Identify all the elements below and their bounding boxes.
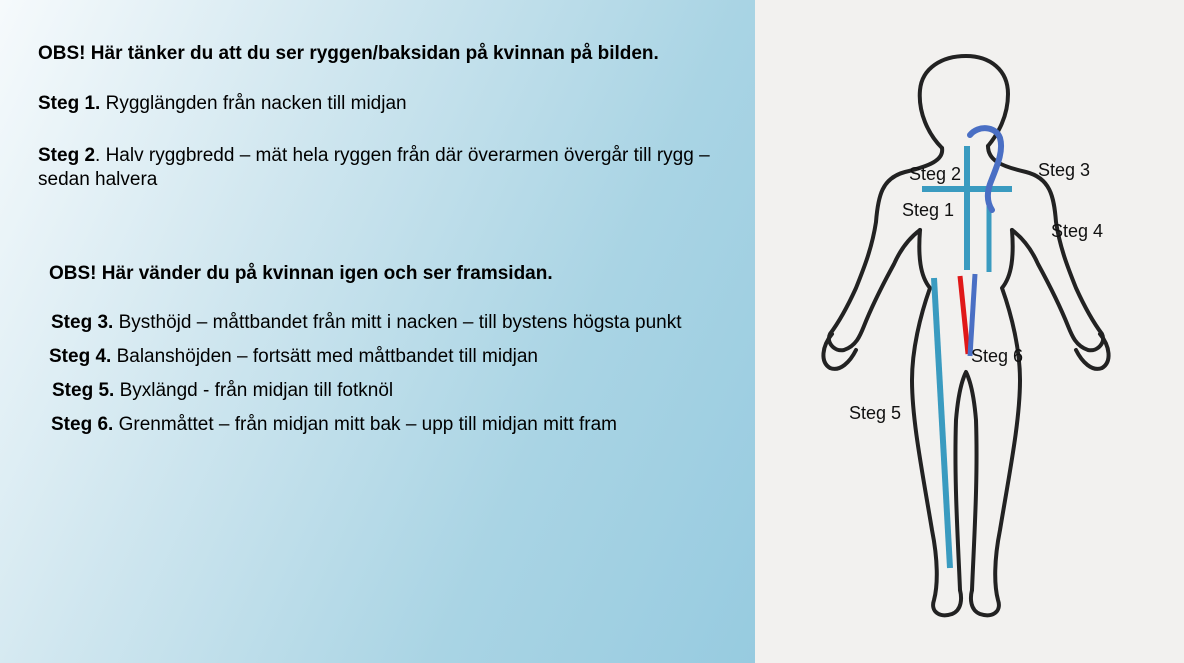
step-1: Steg 1. Rygglängden från nacken till midjan <box>38 93 407 114</box>
steg6-front-line <box>970 274 975 356</box>
note-front: OBS! Här vänder du på kvinnan igen och ser framsidan. <box>49 263 553 284</box>
label-steg6: Steg 6 <box>971 346 1024 366</box>
label-steg1: Steg 1 <box>902 200 955 220</box>
label-steg4: Steg 4 <box>1051 221 1104 241</box>
label-steg2: Steg 2 <box>909 164 962 184</box>
label-steg5: Steg 5 <box>849 403 902 423</box>
step-3: Steg 3. Bysthöjd – måttbandet från mitt i nacken – till bystens högsta punkt <box>51 312 682 333</box>
steg3-line <box>970 128 1001 210</box>
step-4: Steg 4. Balanshöjden – fortsätt med måttbandet till midjan <box>49 346 538 367</box>
steg5-line <box>934 278 950 568</box>
steg6-back-line <box>960 276 968 354</box>
right-torso-leg <box>971 230 1020 615</box>
step-5: Steg 5. Byxlängd - från midjan till fotknöl <box>52 380 394 401</box>
note-back: OBS! Här tänker du att du ser ryggen/baksidan på kvinnan på bilden. <box>38 43 659 64</box>
body-figure <box>755 0 1184 663</box>
step-2: Steg 2. Halv ryggbredd – mät hela ryggen från där överarmen övergår till rygg – sedan halvera <box>38 145 710 190</box>
label-steg3: Steg 3 <box>1038 160 1091 180</box>
step-6: Steg 6. Grenmåttet – från midjan mitt bak – upp till midjan mitt fram <box>51 414 617 435</box>
inner-legs <box>955 372 976 590</box>
